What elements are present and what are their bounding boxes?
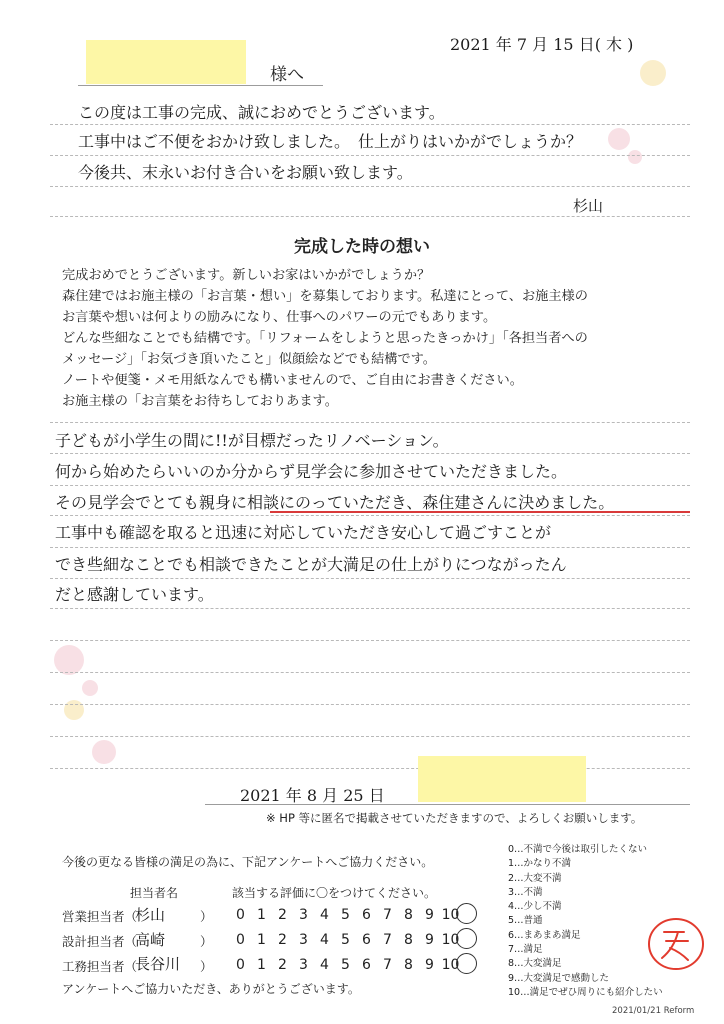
message-rule — [50, 422, 690, 423]
letter-rule — [50, 186, 690, 187]
rating-option[interactable]: 6 — [362, 907, 371, 923]
rating-option[interactable]: 0 — [236, 957, 245, 973]
recipient-suffix: 様へ — [270, 65, 304, 85]
message-line-4: 工事中も確認を取ると迅速に対応していただき安心して過ごすことが — [55, 523, 552, 542]
message-rule — [50, 453, 690, 454]
rating-option[interactable]: 7 — [383, 932, 392, 948]
letter-rule — [50, 155, 690, 156]
recipient-name-redaction — [86, 40, 246, 84]
survey-close-sales: ） — [200, 909, 213, 924]
rating-option[interactable]: 0 — [236, 932, 245, 948]
rating-option[interactable]: 0 — [236, 907, 245, 923]
message-line-1: 子どもが小学生の間に!!が目標だったリノベーション。 — [55, 431, 449, 450]
rating-scale-design[interactable] — [230, 932, 461, 948]
rating-scale-construction[interactable] — [230, 957, 461, 973]
rating-option[interactable]: 9 — [425, 957, 434, 973]
section-intro — [62, 265, 702, 412]
message-rule — [50, 547, 690, 548]
rating-option[interactable]: 9 — [425, 907, 434, 923]
rating-option[interactable]: 6 — [362, 932, 371, 948]
legend-item: 8…大変満足 — [508, 958, 562, 970]
letter-line-1: この度は工事の完成、誠におめでとうございます。 — [78, 103, 445, 122]
message-rule — [50, 485, 690, 486]
red-stamp-mark — [644, 914, 708, 974]
survey-col-rating: 該当する評価に〇をつけてください。 — [232, 886, 437, 900]
decorative-flower — [82, 680, 98, 696]
selected-rating-circle — [456, 903, 477, 924]
intro-line: 森住建ではお施主様の「お言葉・想い」を募集しております。私達にとって、お施主様の — [62, 289, 588, 304]
intro-line: お施主様の「お言葉をお待ちしておりあます。 — [62, 394, 338, 409]
decorative-flower — [54, 645, 84, 675]
rating-option[interactable]: 1 — [257, 957, 266, 973]
message-rule — [50, 672, 690, 673]
legend-item: 6…まあまあ満足 — [508, 929, 581, 941]
rating-option[interactable]: 4 — [320, 907, 329, 923]
selected-rating-circle — [456, 953, 477, 974]
survey-name-sales: 杉山 — [135, 906, 166, 924]
survey-role-design: 設計担当者（ — [62, 934, 138, 949]
survey-name-design: 高崎 — [135, 931, 166, 949]
recipient-underline — [78, 85, 323, 86]
section-title: 完成した時の想い — [294, 237, 430, 257]
legend-item: 4…少し不満 — [508, 901, 562, 913]
rating-option[interactable]: 8 — [404, 957, 413, 973]
letter-line-2: 工事中はご不便をおかけ致しました。 仕上がりはいかがでしょうか？ — [78, 132, 583, 151]
survey-name-construction: 長谷川 — [135, 955, 181, 973]
letter-line-3: 今後共、末永いお付き合いをお願い致します。 — [78, 163, 413, 182]
rating-option[interactable]: 3 — [299, 907, 308, 923]
publication-note: ※ HP 等に匿名で掲載させていただきますので、よろしくお願いします。 — [266, 811, 643, 825]
rating-option[interactable]: 5 — [341, 957, 350, 973]
date-underline — [205, 804, 690, 805]
intro-line: 完成おめでとうございます。新しいお家はいかがでしょうか？ — [62, 268, 431, 283]
survey-close-construction: ） — [200, 959, 213, 974]
message-line-6: だと感謝しています。 — [55, 585, 214, 604]
rating-option[interactable]: 4 — [320, 932, 329, 948]
legend-item: 1…かなり不満 — [508, 858, 572, 870]
message-rule — [50, 640, 690, 641]
decorative-flower — [608, 128, 630, 150]
survey-heading: 今後の更なる皆様の満足の為に、下記アンケートへご協力ください。 — [62, 855, 434, 869]
decorative-flower — [64, 700, 84, 720]
intro-line: ノートや便箋・メモ用紙なんでも構いませんので、ご自由にお書きください。 — [62, 373, 523, 388]
rating-option[interactable]: 2 — [278, 907, 287, 923]
letter-date: 2021 年 7 月 15 日( 木 ) — [450, 35, 634, 54]
rating-option[interactable]: 7 — [383, 907, 392, 923]
message-date: 2021 年 8 月 25 日 — [240, 786, 385, 805]
rating-option[interactable]: 3 — [299, 957, 308, 973]
survey-col-person: 担当者名 — [130, 886, 179, 900]
message-rule — [50, 768, 690, 769]
legend-item: 3…不満 — [508, 886, 543, 898]
decorative-flower — [628, 150, 642, 164]
message-rule — [50, 608, 690, 609]
message-rule — [50, 515, 690, 516]
message-rule — [50, 578, 690, 579]
rating-option[interactable]: 7 — [383, 957, 392, 973]
rating-option[interactable]: 8 — [404, 907, 413, 923]
message-line-2: 何から始めたらいいのか分からず見学会に参加させていただきました。 — [55, 462, 568, 481]
survey-close-design: ） — [200, 934, 213, 949]
form-code: 2021/01/21 Reform — [612, 1006, 695, 1016]
rating-option[interactable]: 10 — [441, 932, 460, 948]
message-rule — [50, 736, 690, 737]
survey-thanks: アンケートへご協力いただき、ありがとうございます。 — [62, 982, 360, 996]
legend-item: 10…満足でぜひ周りにも紹介したい — [508, 986, 663, 998]
rating-scale-sales[interactable] — [230, 907, 461, 923]
survey-role-sales: 営業担当者（ — [62, 909, 138, 924]
legend-item: 7…満足 — [508, 944, 543, 956]
legend-item: 9…大変満足で感動した — [508, 972, 610, 984]
legend-item: 2…大変不満 — [508, 872, 562, 884]
rating-option[interactable]: 3 — [299, 932, 308, 948]
writer-name-redaction — [418, 756, 586, 802]
legend-item: 0…不満で今後は取引したくない — [508, 844, 648, 855]
rating-option[interactable]: 2 — [278, 932, 287, 948]
rating-option[interactable]: 1 — [257, 932, 266, 948]
emphasis-underline — [270, 511, 690, 513]
rating-option[interactable]: 10 — [441, 957, 460, 973]
rating-option[interactable]: 9 — [425, 932, 434, 948]
decorative-flower — [640, 60, 666, 86]
survey-role-construction: 工務担当者（ — [62, 959, 138, 974]
rating-option[interactable]: 4 — [320, 957, 329, 973]
message-rule — [50, 704, 690, 705]
letter-rule — [50, 216, 690, 217]
selected-rating-circle — [456, 928, 477, 949]
message-line-3: その見学会でとても親身に相談にのっていただき、森住建さんに決めました。 — [55, 493, 615, 512]
rating-option[interactable]: 6 — [362, 957, 371, 973]
rating-option[interactable]: 5 — [341, 932, 350, 948]
intro-line: どんな些細なことでも結構です。「リフォームをしようと思ったきっかけ」「各担当者への — [62, 331, 588, 346]
legend-item: 5…普通 — [508, 915, 543, 927]
rating-option[interactable]: 10 — [441, 907, 460, 923]
letter-rule — [50, 124, 690, 125]
intro-line: メッセージ」「お気づき頂いたこと」似顔絵などでも結構です。 — [62, 352, 436, 367]
decorative-flower — [92, 740, 116, 764]
rating-option[interactable]: 2 — [278, 957, 287, 973]
rating-option[interactable]: 1 — [257, 907, 266, 923]
intro-line: お言葉や想いは何よりの励みになり、仕事へのパワーの元でもあります。 — [62, 310, 497, 325]
rating-option[interactable]: 8 — [404, 932, 413, 948]
rating-option[interactable]: 5 — [341, 907, 350, 923]
letter-signature: 杉山 — [573, 197, 604, 215]
message-line-5: でき些細なことでも相談できたことが大満足の仕上がりにつながったん — [55, 555, 567, 574]
